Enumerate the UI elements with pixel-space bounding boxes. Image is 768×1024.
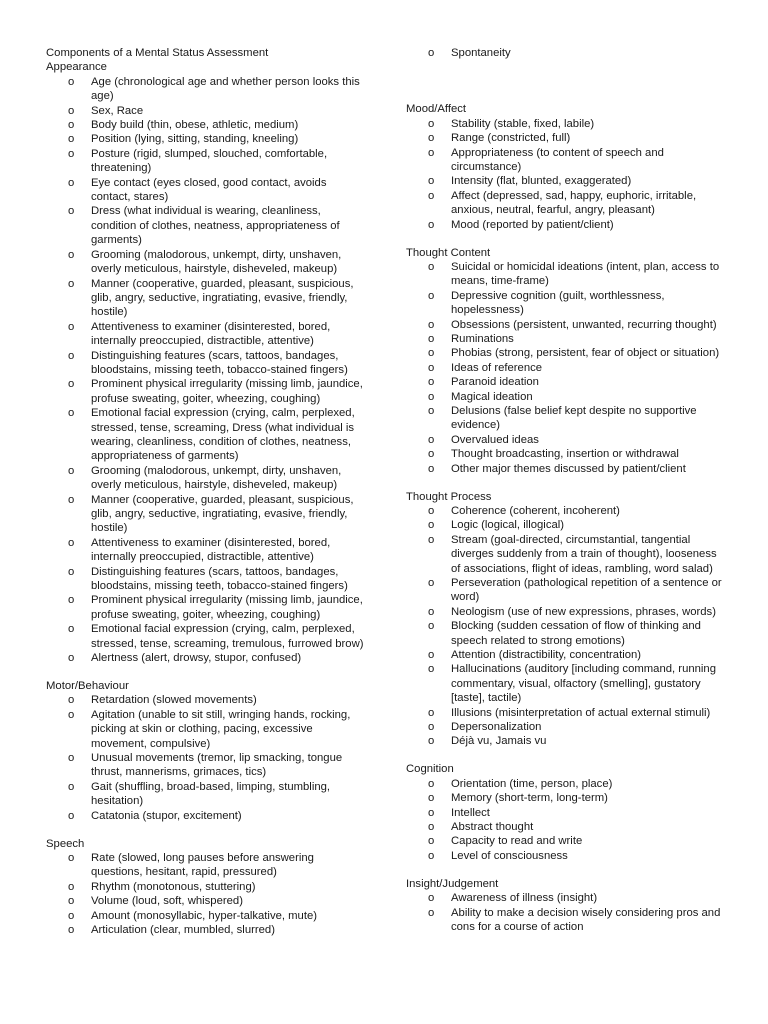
bullet-icon: o (68, 248, 75, 261)
list-item-text: Range (constricted, full) (451, 132, 571, 145)
list-item (46, 565, 366, 594)
list-item (406, 891, 726, 905)
bullet-list (406, 504, 726, 749)
list-item-text: Volume (loud, soft, whispered) (91, 895, 243, 908)
bullet-icon: o (428, 132, 435, 145)
list-item-text: Déjà vu, Jamais vu (451, 735, 547, 748)
bullet-icon: o (428, 117, 435, 130)
bullet-icon: o (68, 464, 75, 477)
list-item-text: Paranoid ideation (451, 376, 539, 389)
bullet-icon: o (428, 504, 435, 517)
bullet-list (406, 777, 726, 863)
bullet-icon: o (428, 448, 435, 461)
list-item-text: Stability (stable, fixed, labile) (451, 117, 595, 130)
bullet-icon: o (428, 433, 435, 446)
list-item-text: Gait (shuffling, broad-based, limping, stumbling, hesitation) (91, 780, 331, 808)
bullet-icon: o (428, 347, 435, 360)
bullet-icon: o (68, 133, 75, 146)
section-motor-behaviour (46, 679, 366, 823)
section-cognition (406, 762, 726, 863)
list-item (406, 576, 726, 605)
list-item-text: Body build (thin, obese, athletic, medium) (91, 119, 299, 132)
list-item (406, 605, 726, 619)
bullet-icon: o (428, 663, 435, 676)
list-item (406, 791, 726, 805)
list-item (46, 809, 366, 823)
list-item-text: Appropriateness (to content of speech and circumstance) (451, 146, 664, 174)
list-item (406, 433, 726, 447)
list-item (46, 593, 366, 622)
section-heading: Speech (46, 837, 85, 850)
section-thought-content (406, 246, 726, 477)
bullet-icon: o (428, 577, 435, 589)
list-item (406, 906, 726, 935)
list-item (46, 622, 366, 651)
bullet-icon: o (428, 792, 435, 805)
list-item (406, 218, 726, 232)
bullet-icon: o (428, 777, 435, 790)
bullet-icon: o (68, 809, 75, 822)
list-item (406, 734, 726, 748)
list-item-text: Prominent physical irregularity (missing limb, jaundice, profuse sweating, goiter, wheezing, coughing) (91, 378, 363, 405)
bullet-icon: o (68, 349, 75, 362)
list-item-text: Delusions (false belief kept despite no supportive evidence) (451, 405, 697, 432)
bullet-list (406, 46, 726, 60)
list-item-text: Hallucinations (auditory [including command, running commentary, visual, olfactory (smelling], gustatory [taste], tactile) (451, 663, 716, 705)
bullet-icon: o (68, 708, 75, 721)
list-item (406, 375, 726, 389)
list-item (406, 146, 726, 175)
bullet-icon: o (68, 320, 75, 333)
section-heading: Thought Content (406, 246, 491, 259)
bullet-list (46, 693, 366, 823)
bullet-icon: o (68, 147, 75, 160)
section-heading: Appearance (46, 61, 107, 74)
list-item (406, 820, 726, 834)
list-item (46, 693, 366, 707)
list-item (406, 189, 726, 218)
bullet-icon: o (428, 462, 435, 475)
section-mood-affect (406, 102, 726, 232)
section-appearance (46, 60, 366, 665)
list-item-text: Other major themes discussed by patient/client (451, 462, 686, 475)
bullet-icon: o (428, 390, 435, 403)
list-item-text: Spontaneity (451, 47, 511, 59)
list-item-text: Amount (monosyllabic, hyper-talkative, mute) (91, 909, 318, 922)
bullet-icon: o (68, 407, 75, 420)
bullet-icon: o (68, 176, 75, 189)
list-item (46, 923, 366, 937)
bullet-icon: o (68, 694, 75, 707)
bullet-icon: o (68, 104, 75, 117)
list-item (406, 117, 726, 131)
list-item (46, 708, 366, 751)
list-item-text: Rate (slowed, long pauses before answering questions, hesitant, rapid, pressured) (91, 851, 314, 879)
bullet-icon: o (428, 146, 435, 159)
list-item-text: Magical ideation (451, 390, 533, 403)
section-continued (406, 46, 726, 60)
list-item-text: Emotional facial expression (crying, calm, perplexed, stressed, tense, screaming, tremulous, furrowed brow) (91, 623, 364, 650)
bullet-icon: o (428, 318, 435, 331)
list-item (46, 132, 366, 146)
bullet-list (46, 75, 366, 666)
list-item (406, 806, 726, 820)
list-item (406, 849, 726, 863)
list-item (406, 518, 726, 532)
list-item (406, 462, 726, 476)
bullet-icon: o (428, 260, 435, 273)
right-column (406, 46, 726, 934)
bullet-icon: o (68, 594, 75, 607)
bullet-icon: o (428, 649, 435, 662)
bullet-icon: o (68, 75, 75, 88)
list-item (46, 894, 366, 908)
list-item-text: Affect (depressed, sad, happy, euphoric, irritable, anxious, neutral, fearful, angry, pleasant) (451, 189, 697, 217)
list-item-text: Thought broadcasting, insertion or withdrawal (451, 448, 679, 461)
list-item (406, 390, 726, 404)
list-item-text: Memory (short-term, long-term) (451, 792, 608, 805)
list-item (46, 320, 366, 349)
bullet-icon: o (428, 892, 435, 905)
list-item (46, 780, 366, 809)
bullet-list (46, 851, 366, 937)
bullet-icon: o (428, 361, 435, 374)
section-heading: Motor/Behaviour (46, 679, 129, 692)
list-item-text: Prominent physical irregularity (missing limb, jaundice, profuse sweating, goiter, wheezing, coughing) (91, 594, 363, 621)
list-item-text: Ruminations (451, 333, 514, 345)
list-item (406, 447, 726, 461)
list-item (406, 504, 726, 518)
list-item (406, 619, 726, 648)
bullet-icon: o (68, 895, 75, 908)
bullet-icon: o (428, 806, 435, 819)
spacer (406, 60, 726, 102)
list-item (406, 131, 726, 145)
list-item-text: Orientation (time, person, place) (451, 777, 613, 790)
bullet-icon: o (68, 851, 75, 864)
bullet-icon: o (68, 277, 75, 290)
bullet-icon: o (428, 333, 435, 345)
bullet-icon: o (428, 519, 435, 532)
list-item-text: Attention (distractibility, concentration) (451, 649, 642, 662)
list-item (406, 533, 726, 576)
bullet-icon: o (428, 218, 435, 231)
list-item (46, 147, 366, 176)
list-item-text: Catatonia (stupor, excitement) (91, 809, 242, 822)
bullet-icon: o (428, 735, 435, 748)
list-item (46, 909, 366, 923)
list-item (406, 648, 726, 662)
list-item (406, 46, 726, 60)
list-item-text: Attentiveness to examiner (disinterested, bored, internally preoccupied, distractible, attentive) (91, 536, 331, 564)
bullet-list (406, 117, 726, 232)
list-item-text: Perseveration (pathological repetition of a sentence or word) (451, 577, 722, 604)
bullet-icon: o (68, 923, 75, 936)
list-item-text: Illusions (misinterpretation of actual external stimuli) (451, 706, 711, 719)
bullet-icon: o (68, 493, 75, 506)
bullet-icon: o (428, 533, 435, 546)
list-item-text: Manner (cooperative, guarded, pleasant, suspicious, glib, angry, seductive, ingratiating, evasive, friendly, hostile) (91, 493, 354, 535)
bullet-icon: o (68, 652, 75, 665)
list-item-text: Neologism (use of new expressions, phrases, words) (451, 605, 716, 618)
bullet-icon: o (428, 376, 435, 389)
list-item-text: Distinguishing features (scars, tattoos, bandages, bloodstains, missing teeth, tobacco-stained fingers) (91, 349, 348, 376)
list-item-text: Grooming (malodorous, unkempt, dirty, unshaven, overly meticulous, hairstyle, disheveled, makeup) (91, 464, 342, 492)
list-item (46, 176, 366, 205)
list-item (46, 277, 366, 320)
bullet-icon: o (68, 880, 75, 893)
list-item (46, 104, 366, 118)
bullet-list (406, 891, 726, 934)
list-item-text: Manner (cooperative, guarded, pleasant, suspicious, glib, angry, seductive, ingratiating, evasive, friendly, hostile) (91, 277, 354, 319)
list-item-text: Posture (rigid, slumped, slouched, comfortable, threatening) (91, 147, 328, 175)
list-item (406, 720, 726, 734)
bullet-icon: o (68, 909, 75, 922)
list-item-text: Position (lying, sitting, standing, kneeling) (91, 133, 299, 146)
bullet-icon: o (428, 605, 435, 618)
list-item (46, 536, 366, 565)
list-item-text: Sex, Race (91, 104, 144, 117)
list-item-text: Rhythm (monotonous, stuttering) (91, 880, 256, 893)
bullet-icon: o (428, 620, 435, 633)
section-heading: Insight/Judgement (406, 877, 499, 890)
left-column (46, 46, 366, 937)
list-item (406, 346, 726, 360)
list-item (406, 706, 726, 720)
list-item-text: Stream (goal-directed, circumstantial, tangential diverges suddenly from a train of thought), looseness of associations, flight of ideas, rambling, word salad) (451, 533, 717, 575)
section-speech (46, 837, 366, 938)
list-item-text: Distinguishing features (scars, tattoos, bandages, bloodstains, missing teeth, tobacco-stained fingers) (91, 565, 348, 593)
list-item-text: Intensity (flat, blunted, exaggerated) (451, 175, 632, 188)
list-item-text: Agitation (unable to sit still, wringing hands, rocking, picking at skin or clothing, pacing, excessive movement, compulsive) (91, 708, 351, 750)
list-item (406, 289, 726, 318)
list-item (46, 493, 366, 536)
list-item-text: Abstract thought (451, 821, 534, 833)
list-item (406, 318, 726, 332)
list-item-text: Awareness of illness (insight) (451, 892, 598, 905)
list-item (46, 880, 366, 894)
bullet-icon: o (428, 906, 435, 919)
list-item (46, 204, 366, 247)
list-item-text: Overvalued ideas (451, 433, 539, 446)
bullet-icon: o (68, 205, 75, 218)
list-item (406, 404, 726, 433)
bullet-icon: o (428, 405, 435, 418)
list-item-text: Coherence (coherent, incoherent) (451, 504, 620, 517)
list-item (46, 751, 366, 780)
list-item-text: Blocking (sudden cessation of flow of thinking and speech related to strong emotions) (451, 620, 701, 647)
list-item-text: Depersonalization (451, 721, 542, 734)
section-heading: Mood/Affect (406, 103, 467, 116)
bullet-icon: o (68, 378, 75, 391)
list-item-text: Level of consciousness (451, 849, 568, 862)
list-item (406, 260, 726, 289)
bullet-icon: o (68, 780, 75, 793)
bullet-list (406, 260, 726, 476)
list-item (406, 332, 726, 346)
list-item-text: Attentiveness to examiner (disinterested, bored, internally preoccupied, distractible, attentive) (91, 320, 331, 348)
list-item (406, 834, 726, 848)
list-item-text: Capacity to read and write (451, 835, 583, 848)
document-title: Components of a Mental Status Assessment (46, 47, 269, 59)
list-item-text: Intellect (451, 806, 490, 819)
bullet-icon: o (428, 721, 435, 734)
list-item-text: Dress (what individual is wearing, cleanliness, condition of clothes, neatness, appropriateness of garments) (91, 205, 340, 247)
list-item-text: Unusual movements (tremor, lip smacking, tongue thrust, mannerisms, grimaces, tics) (91, 752, 343, 779)
bullet-icon: o (428, 706, 435, 719)
list-item-text: Eye contact (eyes closed, good contact, avoids contact, stares) (91, 176, 327, 204)
bullet-icon: o (428, 175, 435, 188)
bullet-icon: o (68, 752, 75, 764)
list-item-text: Retardation (slowed movements) (91, 694, 257, 707)
list-item-text: Depressive cognition (guilt, worthlessness, hopelessness) (451, 289, 665, 317)
list-item-text: Suicidal or homicidal ideations (intent, plan, access to means, time-frame) (451, 260, 720, 288)
list-item-text: Grooming (malodorous, unkempt, dirty, unshaven, overly meticulous, hairstyle, disheveled, makeup) (91, 248, 342, 276)
list-item (406, 662, 726, 705)
bullet-icon: o (68, 623, 75, 636)
list-item (406, 361, 726, 375)
bullet-icon: o (428, 849, 435, 862)
list-item (46, 118, 366, 132)
list-item (46, 651, 366, 665)
list-item-text: Age (chronological age and whether person looks this age) (91, 75, 360, 103)
bullet-icon: o (428, 289, 435, 302)
list-item-text: Obsessions (persistent, unwanted, recurring thought) (451, 318, 717, 331)
list-item-text: Emotional facial expression (crying, calm, perplexed, stressed, tense, screaming, Dress (what individual is wearing, cleanliness, condition of clothes, neatness, appropriateness of garments) (91, 407, 355, 463)
list-item (406, 777, 726, 791)
list-item-text: Phobias (strong, persistent, fear of object or situation) (451, 347, 720, 360)
list-item (406, 174, 726, 188)
section-insight-judgement (406, 877, 726, 935)
list-item (46, 349, 366, 378)
list-item-text: Alertness (alert, drowsy, stupor, confused) (91, 652, 302, 665)
list-item-text: Logic (logical, illogical) (451, 519, 565, 532)
bullet-icon: o (428, 189, 435, 202)
list-item (46, 464, 366, 493)
section-heading: Thought Process (406, 490, 492, 503)
list-item (46, 377, 366, 406)
list-item (46, 406, 366, 464)
section-thought-process (406, 490, 726, 749)
list-item-text: Articulation (clear, mumbled, slurred) (91, 923, 275, 936)
list-item (46, 75, 366, 104)
bullet-icon: o (68, 565, 75, 578)
bullet-icon: o (428, 47, 435, 59)
bullet-icon: o (428, 835, 435, 848)
list-item-text: Mood (reported by patient/client) (451, 218, 614, 231)
bullet-icon: o (428, 821, 435, 833)
list-item (46, 851, 366, 880)
section-heading: Cognition (406, 763, 454, 776)
bullet-icon: o (68, 536, 75, 549)
list-item-text: Ideas of reference (451, 361, 543, 374)
list-item-text: Ability to make a decision wisely considering pros and cons for a course of action (451, 906, 721, 933)
bullet-icon: o (68, 119, 75, 132)
list-item (46, 248, 366, 277)
